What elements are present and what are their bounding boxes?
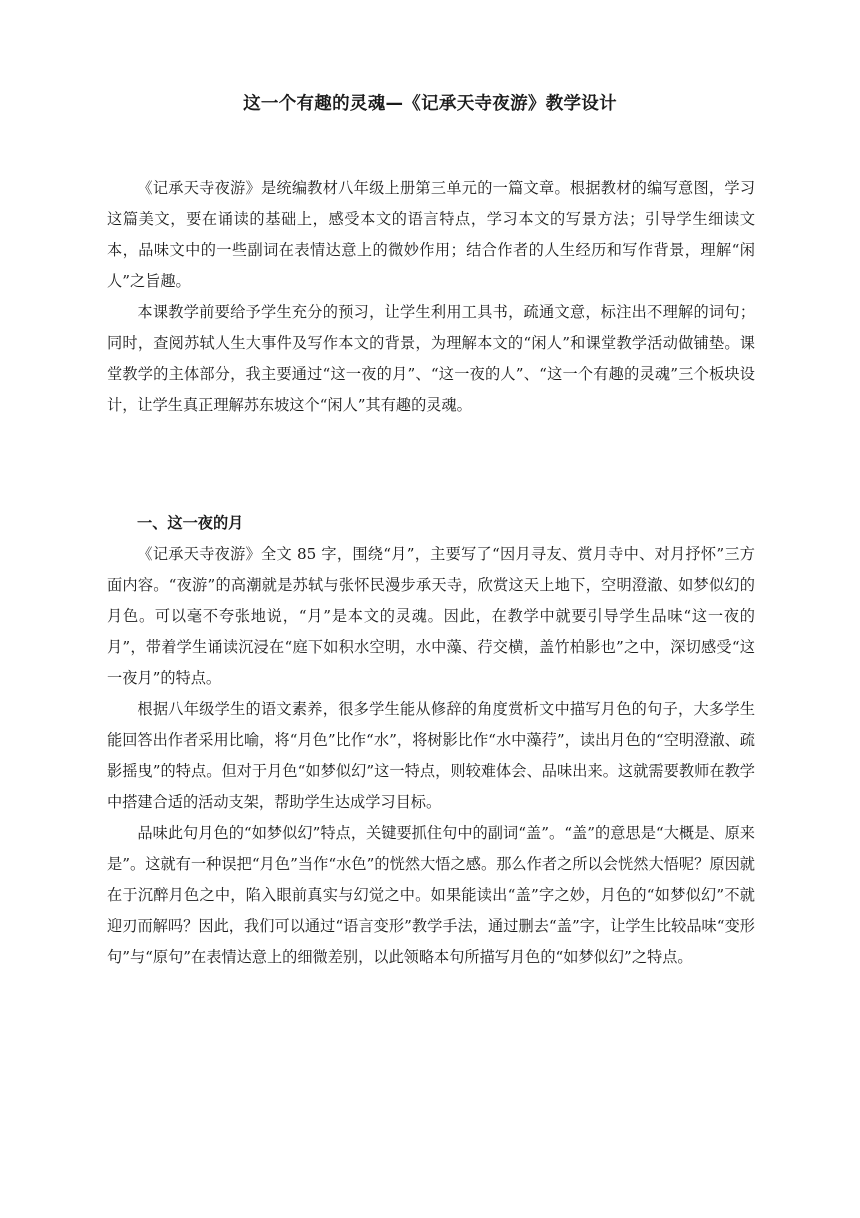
intro-paragraph: 本课教学前要给予学生充分的预习，让学生利用工具书，疏通文意，标注出不理解的词句；同时，查阅苏轼人生大事件及写作本文的背景，为理解本文的“闲人”和课堂教学活动做铺垫。课堂教学的主体部分，我主要通过“这一夜的月”、“这一夜的人”、“这一个有趣的灵魂”三个板块设计，让学生真正理解苏东坡这个“闲人”其有趣的灵魂。	[107, 303, 755, 414]
document-title: 这一个有趣的灵魂—《记承天寺夜游》教学设计	[243, 94, 617, 114]
section-heading: 一、这一夜的月	[137, 514, 244, 532]
section-moon	[107, 508, 755, 973]
intro-paragraph: 《记承天寺夜游》是统编教材八年级上册第三单元的一篇文章。根据教材的编写意图，学习这篇美文，要在诵读的基础上，感受本文的语言特点，学习本文的写景方法；引导学生细读文本，品味文中的一些副词在表情达意上的微妙作用；结合作者的人生经历和写作背景，理解“闲人”之旨趣。	[107, 179, 755, 290]
section-paragraph: 品味此句月色的“如梦似幻”特点，关键要抓住句中的副词“盖”。“盖”的意思是“大概是、原来是”。这就有一种误把“月色”当作“水色”的恍然大悟之感。那么作者之所以会恍然大悟呢？原因就在于沉醉月色之中，陷入眼前真实与幻觉之中。如果能读出“盖”字之妙，月色的“如梦似幻”不就迎刃而解吗？因此，我们可以通过“语言变形”教学手法，通过删去“盖”字，让学生比较品味“变形句”与“原句”在表情达意上的细微差别，以此领略本句所描写月色的“如梦似幻”之特点。	[107, 824, 755, 966]
intro-section	[107, 173, 755, 421]
section-paragraph: 根据八年级学生的语文素养，很多学生能从修辞的角度赏析文中描写月色的句子，大多学生能回答出作者采用比喻，将“月色”比作“水”，将树影比作“水中藻荇”，读出月色的“空明澄澈、疏影摇曳”的特点。但对于月色“如梦似幻”这一特点，则较难体会、品味出来。这就需要教师在教学中搭建合适的活动支架，帮助学生达成学习目标。	[107, 700, 755, 811]
section-paragraph: 《记承天寺夜游》全文 85 字，围绕“月”，主要写了“因月寻友、赏月寺中、对月抒怀”三方面内容。“夜游”的高潮就是苏轼与张怀民漫步承天寺，欣赏这天上地下，空明澄澈、如梦似幻的月色。可以毫不夸张地说，“月”是本文的灵魂。因此，在教学中就要引导学生品味“这一夜的月”，带着学生诵读沉浸在“庭下如积水空明，水中藻、荇交横，盖竹柏影也”之中，深切感受“这一夜月”的特点。	[107, 545, 755, 687]
